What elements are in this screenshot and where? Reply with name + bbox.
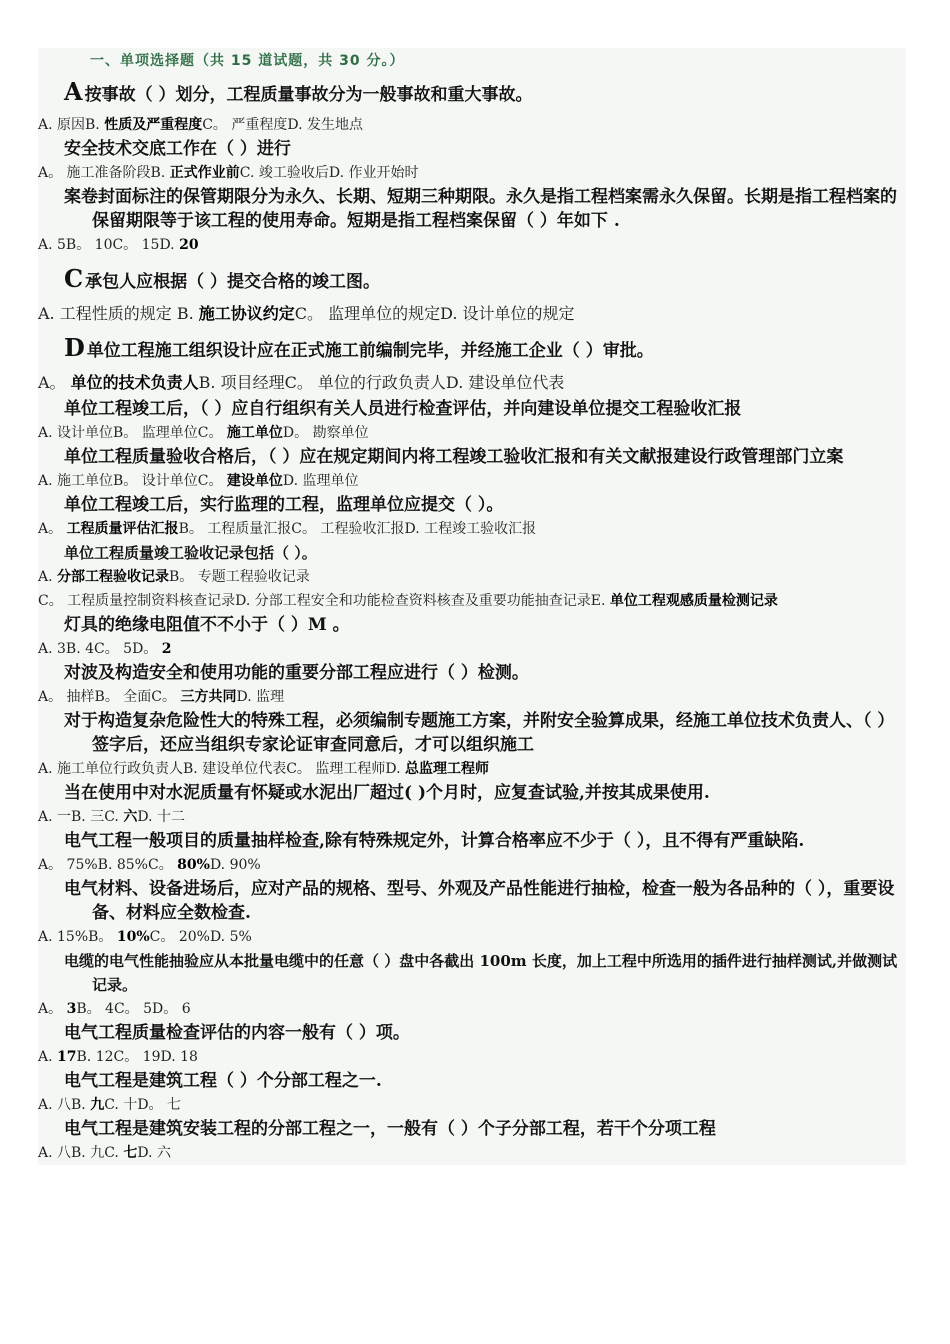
answer-options bbox=[38, 757, 906, 781]
option-text: A。 bbox=[38, 521, 67, 537]
option-text: A。 抽样B。 全面C。 bbox=[38, 689, 181, 705]
answer-options bbox=[38, 369, 906, 397]
correct-answer: 80% bbox=[177, 857, 210, 873]
option-text: A. 八B. 九C. bbox=[38, 1145, 124, 1161]
correct-answer: 性质及严重程度 bbox=[104, 117, 203, 133]
correct-answer: 2 bbox=[161, 641, 172, 657]
answer-options bbox=[38, 161, 906, 185]
option-text-rest: B。 工程质量汇报C。 工程验收汇报D. 工程竣工验收汇报 bbox=[178, 521, 537, 537]
question-text bbox=[38, 74, 906, 113]
correct-answer: 施工协议约定 bbox=[198, 304, 295, 323]
option-text-rest: D. 监理 bbox=[236, 689, 285, 705]
question-text bbox=[38, 445, 906, 469]
section-letter: C bbox=[64, 264, 84, 293]
question-text bbox=[38, 328, 906, 369]
option-text: A. bbox=[38, 1049, 58, 1065]
answer-options bbox=[38, 637, 906, 661]
question-stem: 承包人应根据（ ）提交合格的竣工图。 bbox=[85, 272, 381, 292]
option-text: A. 施工单位B。 设计单位C。 bbox=[38, 473, 227, 489]
correct-answer: 工程质量评估汇报 bbox=[66, 521, 179, 537]
option-text: A。 75%B. 85%C。 bbox=[38, 857, 178, 873]
option-text-rest: C。 严重程度D. 发生地点 bbox=[202, 117, 363, 133]
answer-options bbox=[38, 113, 906, 137]
answer-options bbox=[38, 685, 906, 709]
option-text: A. bbox=[38, 569, 58, 585]
option-text-rest: D。 勘察单位 bbox=[282, 425, 369, 441]
correct-answer: 3 bbox=[66, 1001, 77, 1017]
option-text-rest: B. 12C。 19D. 18 bbox=[76, 1049, 198, 1065]
section-header: 一、单项选择题（共 15 道试题，共 30 分。） bbox=[90, 53, 405, 69]
question-text bbox=[38, 829, 906, 853]
correct-answer: 20 bbox=[179, 237, 199, 253]
correct-answer: 单位的技术负责人 bbox=[70, 373, 199, 392]
answer-options bbox=[38, 853, 906, 877]
correct-answer: 正式作业前 bbox=[169, 165, 240, 181]
correct-answer: 17 bbox=[57, 1049, 77, 1065]
option-text: A. 设计单位B。 监理单位C。 bbox=[38, 425, 227, 441]
option-text-rest: D. 监理单位 bbox=[282, 473, 359, 489]
option-text: A. 3B. 4C。 5D。 bbox=[38, 641, 162, 657]
option-text-rest: C。 20%D. 5% bbox=[149, 929, 252, 945]
answer-options bbox=[38, 421, 906, 445]
question-stem: 案卷封面标注的保管期限分为永久、长期、短期三种期限。永久是指工程档案需永久保留。长期是指工程档案的保留期限等于该工程的使用寿命。短期是指工程档案保留（ ）年如下 . bbox=[64, 187, 897, 231]
question-text bbox=[38, 397, 906, 421]
correct-answer: 九 bbox=[90, 1097, 105, 1113]
question-stem: 单位工程竣工后，实行监理的工程，监理单位应提交（ ）。 bbox=[64, 495, 504, 515]
question-stem: 灯具的绝缘电阻值不不小于（ ）M 。 bbox=[64, 615, 350, 635]
correct-answer: 施工单位 bbox=[226, 425, 283, 441]
question-stem: 单位工程竣工后，（ ）应自行组织有关人员进行检查评估，并向建设单位提交工程验收汇报 bbox=[64, 399, 742, 419]
correct-answer: 建设单位 bbox=[226, 473, 283, 489]
option-text: A. 5B。 10C。 15D. bbox=[38, 237, 180, 253]
question-stem: 按事故（ ）划分，工程质量事故分为一般事故和重大事故。 bbox=[84, 85, 533, 105]
answer-options bbox=[38, 805, 906, 829]
option-text: A. 八B. bbox=[38, 1097, 91, 1113]
question-text bbox=[38, 1021, 906, 1045]
question-text bbox=[38, 541, 906, 565]
answer-options bbox=[38, 589, 906, 613]
option-text-rest: B。 4C。 5D。 6 bbox=[76, 1001, 191, 1017]
question-text bbox=[38, 877, 906, 925]
question-stem: 安全技术交底工作在（ ）进行 bbox=[64, 139, 291, 159]
correct-answer: 单位工程观感质量检测记录 bbox=[609, 593, 778, 609]
answer-options bbox=[38, 469, 906, 493]
correct-answer: 总监理工程师 bbox=[405, 761, 489, 777]
correct-answer: 七 bbox=[123, 1145, 138, 1161]
question-text bbox=[38, 709, 906, 757]
answer-options bbox=[38, 1045, 906, 1069]
correct-answer: 分部工程验收记录 bbox=[57, 569, 170, 585]
section-letter: A bbox=[64, 77, 83, 106]
correct-answer: 六 bbox=[123, 809, 138, 825]
answer-options bbox=[38, 1093, 906, 1117]
option-text: A. 工程性质的规定 B. bbox=[38, 304, 199, 323]
option-text-rest: B. 项目经理C。 单位的行政负责人D. 建设单位代表 bbox=[198, 373, 565, 392]
option-text: A。 bbox=[38, 1001, 67, 1017]
question-stem: 电气工程一般项目的质量抽样检查,除有特殊规定外，计算合格率应不少于（ ），且不得有严重缺陷. bbox=[64, 831, 805, 851]
answer-options bbox=[38, 925, 906, 949]
answer-options bbox=[38, 997, 906, 1021]
option-text-rest: C。 监理单位的规定D. 设计单位的规定 bbox=[294, 304, 575, 323]
correct-answer: 10% bbox=[116, 929, 150, 945]
question-text bbox=[38, 949, 906, 997]
question-text bbox=[38, 185, 906, 233]
question-stem: 单位工程质量验收合格后，（ ）应在规定期间内将工程竣工验收汇报和有关文献报建设行政管理部门立案 bbox=[64, 447, 844, 467]
question-text bbox=[38, 493, 906, 517]
question-text bbox=[38, 1117, 906, 1141]
option-text-rest: B。 专题工程验收记录 bbox=[169, 569, 310, 585]
answer-options bbox=[38, 300, 906, 328]
question-text bbox=[38, 1069, 906, 1093]
option-text-rest: D. 十二 bbox=[137, 809, 185, 825]
question-stem: 电气材料、设备进场后，应对产品的规格、型号、外观及产品性能进行抽检，检查一般为各品种的（ ），重要设备、材料应全数检查. bbox=[64, 879, 895, 923]
question-stem: 电气工程质量检查评估的内容一般有（ ）项。 bbox=[64, 1023, 410, 1043]
answer-options bbox=[38, 565, 906, 589]
question-text bbox=[38, 257, 906, 300]
answer-options bbox=[38, 233, 906, 257]
option-text-rest: C. 十D。 七 bbox=[104, 1097, 181, 1113]
question-text bbox=[38, 661, 906, 685]
option-text: C。 工程质量控制资料核查记录D. 分部工程安全和功能检查资料核查及重要功能抽查记录E. bbox=[38, 593, 610, 609]
question-stem: 当在使用中对水泥质量有怀疑或水泥出厂超过( )个月时，应复查试验,并按其成果使用. bbox=[64, 783, 710, 803]
answer-options bbox=[38, 1141, 906, 1165]
question-stem: 电气工程是建筑工程（ ）个分部工程之一. bbox=[64, 1071, 382, 1091]
question-stem: 单位工程施工组织设计应在正式施工前编制完毕，并经施工企业（ ）审批。 bbox=[86, 341, 654, 361]
option-text: A。 施工准备阶段B. bbox=[38, 165, 170, 181]
question-stem: 单位工程质量竣工验收记录包括（ ）。 bbox=[64, 544, 317, 562]
option-text: A. 一B. 三C. bbox=[38, 809, 124, 825]
exam-page bbox=[38, 48, 906, 1165]
question-stem: 对波及构造安全和使用功能的重要分部工程应进行（ ）检测。 bbox=[64, 663, 529, 683]
option-text-rest: D. 90% bbox=[209, 857, 261, 873]
section-letter: D bbox=[64, 333, 85, 362]
question-text bbox=[38, 781, 906, 805]
answer-options bbox=[38, 517, 906, 541]
question-stem: 电气工程是建筑安装工程的分部工程之一，一般有（ ）个子分部工程，若干个分项工程 bbox=[64, 1119, 716, 1139]
correct-answer: 三方共同 bbox=[180, 689, 237, 705]
option-text-rest: D. 六 bbox=[137, 1145, 171, 1161]
option-text: A. 15%B。 bbox=[38, 929, 117, 945]
question-text bbox=[38, 613, 906, 637]
question-stem: 电缆的电气性能抽验应从本批量电缆中的任意（ ）盘中各截出 100m 长度，加上工程中所选用的插件进行抽样测试,并做测试记录。 bbox=[64, 952, 898, 994]
question-stem: 对于构造复杂危险性大的特殊工程，必须编制专题施工方案，并附安全验算成果，经施工单位技术负责人、（ ）签字后，还应当组织专家论证审查同意后，才可以组织施工 bbox=[64, 711, 895, 755]
option-text: A。 bbox=[38, 373, 71, 392]
option-text: A. 施工单位行政负责人B. 建设单位代表C。 监理工程师D. bbox=[38, 761, 405, 777]
option-text: A. 原因B. bbox=[38, 117, 105, 133]
question-text bbox=[38, 137, 906, 161]
question-list bbox=[38, 74, 906, 1165]
option-text-rest: C. 竣工验收后D. 作业开始时 bbox=[239, 165, 419, 181]
